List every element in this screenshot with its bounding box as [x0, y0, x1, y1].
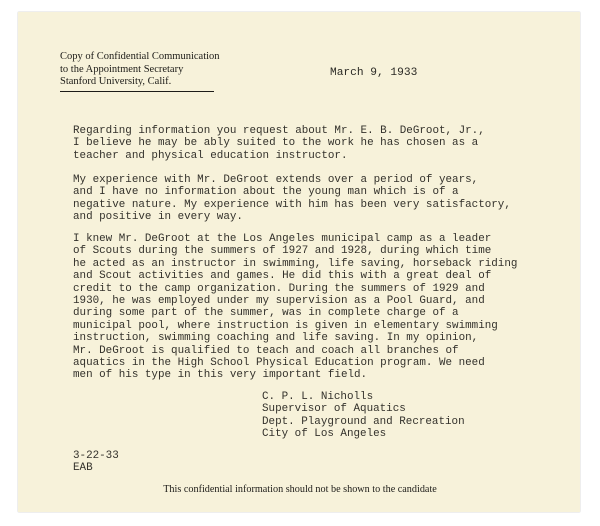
text-line: Mr. DeGroot is qualified to teach and coach all branches of: [73, 344, 459, 357]
reference-date: 3-22-33: [73, 450, 119, 462]
text-line: and positive in every way.: [73, 211, 243, 224]
caption-line: Copy of Confidential Communication: [60, 51, 220, 62]
text-line: men of his type in this very important field.: [73, 369, 368, 382]
text-line: he acted as an instructor in swimming, life saving, horseback riding: [73, 257, 518, 270]
paragraph-2: [73, 174, 511, 224]
typist-initials: EAB: [73, 462, 93, 475]
text-line: My experience with Mr. DeGroot extends over a period of years,: [73, 174, 479, 186]
text-line: I knew Mr. DeGroot at the Los Angeles municipal camp as a leader: [73, 233, 492, 245]
text-line: during some part of the summer, was in complete charge of a: [73, 307, 459, 320]
text-line: municipal pool, where instruction is given in elementary swimming: [73, 319, 498, 332]
text-line: and Scout activities and games. He did this with a great deal of: [73, 270, 492, 283]
reference-initials: [73, 450, 119, 475]
text-line: I believe he may be ably suited to the work he has chosen as a: [73, 137, 479, 150]
signature-organization: City of Los Angeles: [262, 428, 387, 441]
signature-name: C. P. L. Nicholls: [262, 391, 374, 403]
caption-line: Stanford University, Calif.: [60, 76, 172, 87]
text-line: negative nature. My experience with him has been very satisfactory,: [73, 198, 511, 211]
text-line: 1930, he was employed under my supervision as a Pool Guard, and: [73, 295, 485, 308]
caption-underline: [60, 91, 214, 92]
text-line: credit to the camp organization. During the summers of 1929 and: [73, 282, 485, 295]
signature-block: [262, 391, 465, 441]
text-line: instruction, swimming coaching and life saving. In my opinion,: [73, 332, 479, 345]
confidential-notice: This confidential information should not be shown to the candidate: [163, 484, 437, 495]
text-line: of Scouts during the summers of 1927 and 1928, during which time: [73, 245, 492, 258]
letter-date: March 9, 1933: [330, 67, 418, 79]
text-line: aquatics in the High School Physical Education program. We need: [73, 357, 485, 370]
caption-line: to the Appointment Secretary: [60, 63, 184, 75]
text-line: teacher and physical education instructor.: [73, 149, 348, 162]
signature-department: Dept. Playground and Recreation: [262, 415, 465, 428]
header-caption: [60, 51, 220, 89]
paragraph-1: [73, 125, 485, 162]
text-line: Regarding information you request about Mr. E. B. DeGroot, Jr.,: [73, 125, 485, 137]
signature-title: Supervisor of Aquatics: [262, 403, 406, 416]
text-line: and I have no information about the young man which is of a: [73, 186, 459, 199]
paragraph-3: [73, 233, 517, 382]
